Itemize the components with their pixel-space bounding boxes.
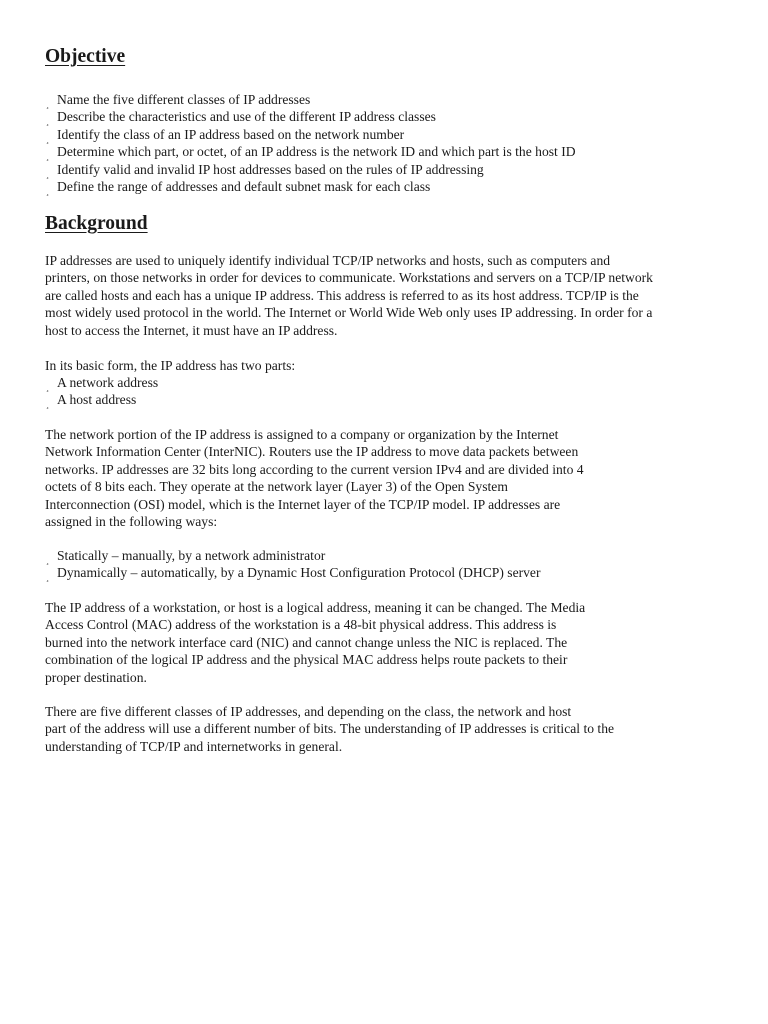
background-paragraph-parts: In its basic form, the IP address has two parts:: [45, 358, 296, 373]
background-paragraph-mac: The IP address of a workstation, or host is a logical address, meaning it can be changed. The Media Access Control (MAC) address of the workstation is a 48-bit physical address. This address is burned into the network interface card (NIC) and cannot change unless the NIC is replaced. The combination of the logical IP address and the physical MAC address helps route packets to their proper destination.: [45, 600, 586, 685]
objective-list: [45, 91, 576, 195]
background-paragraph-classes: There are five different classes of IP addresses, and depending on the class, the network and host part of the address will use a different number of bits. The understanding of IP addresses is critical to the understanding of TCP/IP and internetworks in general.: [45, 704, 615, 754]
bullet-icon: ¸: [46, 399, 49, 410]
list-item: ¸ Name the five different classes of IP addresses: [45, 91, 576, 108]
background-paragraph-intro: IP addresses are used to uniquely identify individual TCP/IP networks and hosts, such as computers and printers, on those networks in order for devices to communicate. Workstations and servers on a TCP/IP network are called hosts and each has a unique IP address. This address is referred to as its host address. TCP/IP is the most widely used protocol in the world. The Internet or World Wide Web only uses IP addressing. In order for a host to access the Internet, it must have an IP address.: [45, 253, 653, 338]
bullet-icon: ¸: [46, 151, 49, 162]
bullet-icon: ¸: [46, 382, 49, 392]
list-item: ¸ Dynamically – automatically, by a Dynamic Host Configuration Protocol (DHCP) server: [45, 564, 540, 581]
background-heading: Background: [45, 213, 148, 234]
objective-heading: Objective: [45, 46, 126, 67]
bullet-icon: ¸: [46, 168, 49, 179]
ip-parts-list: [45, 374, 158, 409]
list-item: ¸ Statically – manually, by a network administrator: [45, 547, 540, 564]
list-item: ¸ A network address: [45, 374, 158, 391]
background-paragraph-network: The network portion of the IP address is assigned to a company or organization by the Internet Network Information Center (InterNIC). Routers use the IP address to move data packets between networks. IP addresses are 32 bits long according to the current version IPv4 and are divided into 4 octets of 8 bits each. They operate at the network layer (Layer 3) of the Open System Interconnection (OSI) model, which is the Internet layer of the TCP/IP model. IP addresses are assigned in the following ways:: [45, 427, 584, 530]
bullet-icon: ¸: [46, 133, 49, 144]
bullet-icon: ¸: [46, 572, 49, 583]
list-item: ¸ A host address: [45, 391, 158, 408]
list-item: ¸ Identify the class of an IP address based on the network number: [45, 126, 576, 143]
list-item: ¸ Define the range of addresses and default subnet mask for each class: [45, 178, 576, 195]
list-item: ¸ Identify valid and invalid IP host addresses based on the rules of IP addressing: [45, 161, 576, 178]
list-item: ¸ Describe the characteristics and use of the different IP address classes: [45, 108, 576, 125]
bullet-icon: ¸: [46, 116, 49, 127]
list-item: ¸ Determine which part, or octet, of an IP address is the network ID and which part is the host ID: [45, 143, 576, 160]
assignment-methods-list: [45, 547, 540, 582]
bullet-icon: ¸: [46, 186, 49, 197]
bullet-icon: ¸: [46, 555, 49, 565]
bullet-icon: ¸: [46, 99, 49, 109]
